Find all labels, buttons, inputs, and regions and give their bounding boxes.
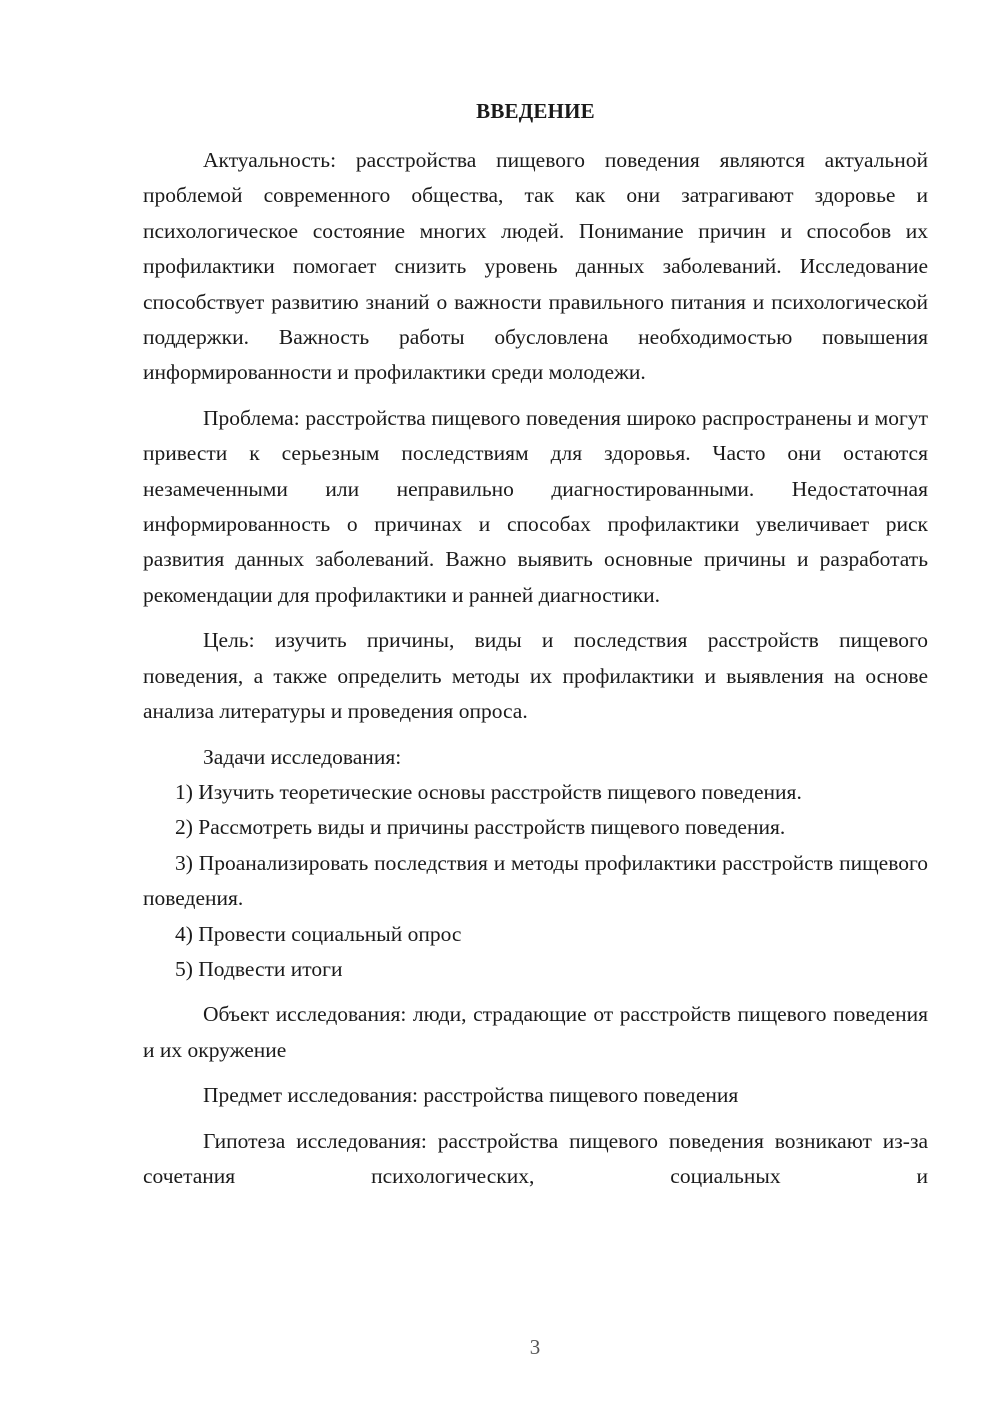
document-body	[143, 143, 928, 1194]
subject-paragraph: Предмет исследования: расстройства пищевого поведения	[203, 1083, 739, 1108]
problem-paragraph: Проблема: расстройства пищевого поведения широко распространены и могут привести к серьезным последствиям для здоровья. Часто они остаются незамеченными или неправильно диагностированными. Недостаточная информированность о причинах и способах профилактики увеличивает риск развития данных заболеваний. Важно выявить основные причины и разработать рекомендации для профилактики и ранней диагностики.	[143, 405, 928, 607]
page-title: ВВЕДЕНИЕ	[476, 99, 595, 123]
page-number: 3	[529, 1335, 541, 1359]
task-item: 1) Изучить теоретические основы расстройств пищевого поведения.	[175, 779, 802, 804]
task-item: 4) Провести социальный опрос	[175, 921, 462, 946]
task-item: 3) Проанализировать последствия и методы профилактики расстройств пищевого поведения.	[143, 850, 928, 911]
object-paragraph: Объект исследования: люди, страдающие от расстройств пищевого поведения и их окружение	[143, 1002, 928, 1062]
goal-paragraph: Цель: изучить причины, виды и последствия расстройств пищевого поведения, а также определить методы их профилактики и выявления на основе анализа литературы и проведения опроса.	[143, 628, 928, 724]
task-item: 2) Рассмотреть виды и причины расстройств пищевого поведения.	[175, 815, 786, 840]
hypothesis-paragraph: Гипотеза исследования: расстройства пищевого поведения возникают из-за сочетания психологических, социальных и	[143, 1128, 928, 1188]
tasks-heading: Задачи исследования:	[203, 744, 402, 769]
relevance-paragraph: Актуальность: расстройства пищевого поведения являются актуальной проблемой современного общества, так как они затрагивают здоровье и психологическое состояние многих людей. Понимание причин и способов их профилактики помогает снизить уровень данных заболеваний. Исследование способствует развитию знаний о важности правильного питания и психологической поддержки. Важность работы обусловлена необходимостью повышения информированности и профилактики среди молодежи.	[143, 148, 928, 385]
task-item: 5) Подвести итоги	[175, 956, 343, 981]
